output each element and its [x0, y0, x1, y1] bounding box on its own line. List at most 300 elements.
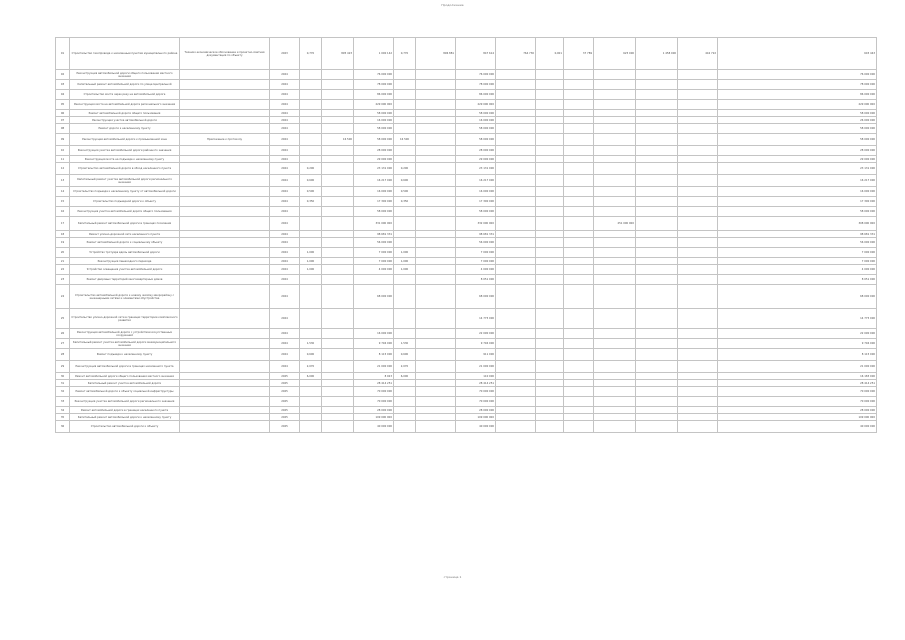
cell-a10 [678, 397, 718, 407]
cell-a10 [678, 285, 718, 309]
cell-a3 [416, 309, 456, 329]
cell-detail [180, 238, 270, 248]
table-row [56, 207, 877, 217]
cell-a7 [564, 258, 594, 265]
cell-a1 [322, 421, 354, 433]
cell-a3 [416, 373, 456, 380]
table-row [56, 414, 877, 421]
cell-a1 [322, 70, 354, 80]
cell-a2 [354, 275, 394, 285]
cell-q1 [300, 110, 322, 117]
cell-total: 40 000 000 [718, 421, 877, 433]
cell-q2 [394, 124, 416, 134]
cell-name: Реконструкция участка автомобильной дороги районного значения [70, 146, 180, 156]
cell-a4: 7 000 000 [456, 258, 496, 265]
cell-a4: 28 414 251 [456, 380, 496, 387]
cell-no: 09 [56, 134, 70, 146]
cell-year: 2024 [270, 285, 300, 309]
cell-a4: 98 681 331 [456, 231, 496, 238]
cell-a10 [678, 407, 718, 414]
cell-a5 [496, 124, 536, 134]
cell-total: 58 000 000 [718, 134, 877, 146]
cell-a5 [496, 238, 536, 248]
cell-a1 [322, 90, 354, 100]
cell-a7 [564, 70, 594, 80]
cell-q1 [300, 380, 322, 387]
cell-a9 [636, 329, 678, 339]
cell-name: Реконструкция моста на автомобильной дороге регионального значения [70, 100, 180, 110]
cell-a9 [636, 238, 678, 248]
cell-year: 2024 [270, 163, 300, 175]
cell-detail [180, 349, 270, 361]
cell-a10 [678, 175, 718, 187]
cell-year: 2024 [270, 175, 300, 187]
cell-no: 13 [56, 175, 70, 187]
cell-a8 [594, 329, 636, 339]
cell-a2: 7 000 000 [354, 248, 394, 258]
cell-a5 [496, 258, 536, 265]
table-row [56, 258, 877, 265]
cell-a6 [536, 146, 564, 156]
cell-detail [180, 207, 270, 217]
cell-q2 [394, 110, 416, 117]
cell-q2: 0,600 [394, 349, 416, 361]
cell-a9 [636, 397, 678, 407]
cell-a3 [416, 80, 456, 90]
cell-q2: 1,000 [394, 265, 416, 275]
cell-total: 78 000 000 [718, 80, 877, 90]
cell-a1 [322, 349, 354, 361]
cell-a3 [416, 238, 456, 248]
cell-q2 [394, 387, 416, 397]
cell-a6 [536, 285, 564, 309]
cell-name: Строительство подъездной дороги к объекту [70, 197, 180, 207]
cell-q1: 6,000 [300, 373, 322, 380]
cell-a3 [416, 248, 456, 258]
cell-detail [180, 248, 270, 258]
table-row [56, 373, 877, 380]
cell-total: 16 217 000 [718, 175, 877, 187]
cell-a8 [594, 146, 636, 156]
cell-a2: 76 000 000 [354, 70, 394, 80]
cell-a4: 68 000 000 [456, 285, 496, 309]
cell-q2: 0,350 [394, 197, 416, 207]
cell-a3 [416, 146, 456, 156]
cell-a8 [594, 80, 636, 90]
cell-a1 [322, 407, 354, 414]
cell-detail [180, 100, 270, 110]
cell-name: Реконструкция участка автомобильной дороги общего пользования [70, 207, 180, 217]
cell-a4: 109 000 000 [456, 414, 496, 421]
cell-a2: 16 000 000 [354, 117, 394, 124]
cell-detail [180, 187, 270, 197]
cell-a3 [416, 258, 456, 265]
cell-a8 [594, 124, 636, 134]
cell-a4: 56 000 000 [456, 238, 496, 248]
cell-a5 [496, 100, 536, 110]
cell-a2: 16 217 000 [354, 175, 394, 187]
cell-a2: 331 000 000 [354, 217, 394, 231]
cell-a9 [636, 90, 678, 100]
cell-a7 [564, 329, 594, 339]
cell-a3: 896 881 [416, 38, 456, 70]
cell-a6 [536, 265, 564, 275]
cell-q2 [394, 380, 416, 387]
cell-year: 2024 [270, 217, 300, 231]
cell-a4: 7 000 000 [456, 248, 496, 258]
cell-a5 [496, 407, 536, 414]
cell-a9 [636, 248, 678, 258]
cell-detail: Технико-экономическое обоснование и проектно-сметная документация по объекту [180, 38, 270, 70]
cell-q1 [300, 309, 322, 329]
cell-no: 31 [56, 380, 70, 387]
cell-q1 [300, 414, 322, 421]
table-row [56, 146, 877, 156]
cell-no: 23 [56, 275, 70, 285]
cell-no: 02 [56, 70, 70, 80]
cell-a8 [594, 187, 636, 197]
cell-q1 [300, 238, 322, 248]
cell-year: 2025 [270, 373, 300, 380]
cell-a7 [564, 156, 594, 163]
cell-a8 [594, 285, 636, 309]
cell-q1 [300, 275, 322, 285]
cell-a9 [636, 117, 678, 124]
cell-total: 29 000 000 [718, 156, 877, 163]
cell-name: Устройство тротуара вдоль автомобильной дороги [70, 248, 180, 258]
cell-q1 [300, 134, 322, 146]
cell-a9 [636, 163, 678, 175]
cell-detail [180, 265, 270, 275]
cell-a4: 332 000 000 [456, 217, 496, 231]
cell-a8 [594, 361, 636, 373]
cell-detail [180, 339, 270, 349]
cell-q2 [394, 231, 416, 238]
cell-a3 [416, 90, 456, 100]
cell-a9 [636, 231, 678, 238]
cell-a9 [636, 134, 678, 146]
cell-a7 [564, 175, 594, 187]
cell-year: 2024 [270, 231, 300, 238]
cell-no: 22 [56, 265, 70, 275]
cell-year: 2025 [270, 407, 300, 414]
cell-name: Ремонт подъезда к населенному пункту [70, 349, 180, 361]
cell-a9 [636, 373, 678, 380]
cell-no: 17 [56, 217, 70, 231]
cell-a4: 86 000 000 [456, 90, 496, 100]
cell-year: 2024 [270, 90, 300, 100]
cell-q2 [394, 421, 416, 433]
cell-a4: 21 000 000 [456, 361, 496, 373]
cell-total: 70 000 000 [718, 387, 877, 397]
cell-a6 [536, 361, 564, 373]
table-row [56, 380, 877, 387]
cell-a10 [678, 146, 718, 156]
table-row [56, 421, 877, 433]
cell-a9 [636, 421, 678, 433]
cell-total: 28 000 000 [718, 407, 877, 414]
cell-total: 14 775 000 [718, 309, 877, 329]
cell-q2: 0,200 [394, 163, 416, 175]
cell-year: 2024 [270, 248, 300, 258]
cell-a6 [536, 207, 564, 217]
cell-a8 [594, 387, 636, 397]
cell-a10 [678, 70, 718, 80]
cell-a9 [636, 187, 678, 197]
cell-detail [180, 361, 270, 373]
cell-a9 [636, 217, 678, 231]
cell-a1 [322, 387, 354, 397]
cell-a2: 70 000 000 [354, 397, 394, 407]
cell-a5 [496, 117, 536, 124]
cell-a3 [416, 397, 456, 407]
cell-a3 [416, 361, 456, 373]
cell-total: 70 000 000 [718, 397, 877, 407]
cell-name: Капитальный ремонт автомобильной дороги по улице Центральной [70, 80, 180, 90]
cell-no: 07 [56, 117, 70, 124]
cell-a9 [636, 407, 678, 414]
cell-a10 [678, 275, 718, 285]
cell-q1: 0,350 [300, 197, 322, 207]
cell-a3 [416, 217, 456, 231]
cell-a7 [564, 163, 594, 175]
table-row [56, 275, 877, 285]
cell-no: 27 [56, 339, 70, 349]
cell-name: Реконструкция пешеходного перехода [70, 258, 180, 265]
cell-a8 [594, 163, 636, 175]
cell-no: 16 [56, 207, 70, 217]
cell-q2 [394, 309, 416, 329]
cell-name: Капитальный ремонт участка автомобильной дороги межмуниципального значения [70, 339, 180, 349]
cell-a8 [594, 110, 636, 117]
cell-q2 [394, 407, 416, 414]
cell-a9 [636, 309, 678, 329]
cell-total: 28 414 251 [718, 380, 877, 387]
cell-total: 109 000 000 [718, 414, 877, 421]
cell-a9 [636, 80, 678, 90]
cell-a6 [536, 156, 564, 163]
cell-a9 [636, 197, 678, 207]
cell-total: 28 000 000 [718, 146, 877, 156]
cell-a7 [564, 285, 594, 309]
cell-a6 [536, 238, 564, 248]
cell-a2: 58 000 000 [354, 124, 394, 134]
cell-a1 [322, 146, 354, 156]
cell-year: 2024 [270, 238, 300, 248]
cell-q1: 0,770 [300, 38, 322, 70]
cell-a5 [496, 339, 536, 349]
cell-total: 9 794 000 [718, 339, 877, 349]
cell-a9 [636, 258, 678, 265]
cell-q1 [300, 70, 322, 80]
table-row [56, 397, 877, 407]
cell-a7 [564, 387, 594, 397]
cell-a3 [416, 349, 456, 361]
cell-q2 [394, 207, 416, 217]
cell-detail [180, 373, 270, 380]
cell-q1 [300, 231, 322, 238]
cell-a2: 58 000 000 [354, 110, 394, 117]
cell-q2: 16 500 [394, 134, 416, 146]
cell-year: 2024 [270, 265, 300, 275]
cell-no: 33 [56, 397, 70, 407]
cell-q1: 1,000 [300, 258, 322, 265]
cell-a1 [322, 258, 354, 265]
cell-a8 [594, 238, 636, 248]
cell-a2: 1 000 142 [354, 38, 394, 70]
cell-a4: 78 000 000 [456, 80, 496, 90]
table-row [56, 265, 877, 275]
cell-a3 [416, 414, 456, 421]
cell-a3 [416, 231, 456, 238]
cell-name: Строительство автомобильной дороги к объекту [70, 421, 180, 433]
cell-a3 [416, 163, 456, 175]
cell-a4: 29 000 000 [456, 156, 496, 163]
cell-no: 28 [56, 349, 70, 361]
cell-a3 [416, 285, 456, 309]
cell-year: 2024 [270, 309, 300, 329]
table-row [56, 38, 877, 70]
cell-a8 [594, 397, 636, 407]
cell-a8 [594, 309, 636, 329]
cell-year: 2024 [270, 197, 300, 207]
cell-a3 [416, 265, 456, 275]
cell-q2: 6,000 [394, 373, 416, 380]
cell-a7 [564, 117, 594, 124]
cell-a9 [636, 124, 678, 134]
cell-detail [180, 217, 270, 231]
cell-no: 24 [56, 285, 70, 309]
cell-q2 [394, 275, 416, 285]
cell-q2 [394, 90, 416, 100]
cell-a4: 40 000 000 [456, 421, 496, 433]
cell-a1 [322, 231, 354, 238]
cell-a2: 68 000 000 [354, 285, 394, 309]
cell-q2 [394, 217, 416, 231]
table-row [56, 285, 877, 309]
cell-a10 [678, 231, 718, 238]
table-row [56, 90, 877, 100]
cell-a6 [536, 134, 564, 146]
cell-q1: 2,070 [300, 361, 322, 373]
cell-a4: 4 000 000 [456, 265, 496, 275]
cell-a1 [322, 187, 354, 197]
table-row [56, 309, 877, 329]
cell-a1 [322, 80, 354, 90]
cell-detail [180, 421, 270, 433]
cell-no: 26 [56, 329, 70, 339]
cell-a1 [322, 414, 354, 421]
cell-a5 [496, 146, 536, 156]
cell-a10 [678, 163, 718, 175]
cell-q2 [394, 397, 416, 407]
cell-a6 [536, 110, 564, 117]
cell-a10 [678, 361, 718, 373]
data-table [55, 37, 877, 433]
table-row [56, 163, 877, 175]
cell-name: Реконструкция автомобильной дороги к промышленной зоне [70, 134, 180, 146]
cell-a8 [594, 197, 636, 207]
cell-detail [180, 80, 270, 90]
table-row [56, 407, 877, 414]
cell-a1: 895 423 [322, 38, 354, 70]
cell-a2: 16 000 000 [354, 187, 394, 197]
cell-a5 [496, 80, 536, 90]
cell-year: 2024 [270, 100, 300, 110]
cell-a6 [536, 163, 564, 175]
cell-q1 [300, 124, 322, 134]
cell-name: Капитальный ремонт участка автомобильной дороги регионального значения [70, 175, 180, 187]
cell-a1 [322, 156, 354, 163]
cell-total: 76 000 000 [718, 70, 877, 80]
cell-year: 2025 [270, 387, 300, 397]
table-row [56, 231, 877, 238]
cell-q1 [300, 90, 322, 100]
cell-q1 [300, 217, 322, 231]
cell-a8 [594, 231, 636, 238]
cell-a7 [564, 217, 594, 231]
cell-year: 2024 [270, 339, 300, 349]
cell-a4: 16 000 000 [456, 187, 496, 197]
cell-total: 308 000 000 [718, 217, 877, 231]
cell-a3 [416, 421, 456, 433]
cell-a10 [678, 207, 718, 217]
cell-a1 [322, 207, 354, 217]
cell-detail [180, 90, 270, 100]
cell-a1 [322, 275, 354, 285]
cell-a8 [594, 90, 636, 100]
cell-detail [180, 175, 270, 187]
cell-year: 2024 [270, 329, 300, 339]
cell-name: Ремонт автомобильной дороги к объекту социальной инфраструктуры [70, 387, 180, 397]
cell-a7 [564, 207, 594, 217]
cell-q2: 1,000 [394, 258, 416, 265]
cell-a7 [564, 146, 594, 156]
cell-name: Реконструкция моста на подъезде к населенному пункту [70, 156, 180, 163]
cell-q2: 0,500 [394, 187, 416, 197]
cell-a4: 58 000 000 [456, 110, 496, 117]
cell-q2: 0,770 [394, 38, 416, 70]
cell-name: Устройство освещения участка автомобильной дороги [70, 265, 180, 275]
cell-a10 [678, 329, 718, 339]
cell-a1: 16 500 [322, 134, 354, 146]
cell-a10 [678, 421, 718, 433]
cell-a4: 17 300 000 [456, 197, 496, 207]
cell-a4: 70 000 000 [456, 387, 496, 397]
cell-a6 [536, 248, 564, 258]
cell-a4: 9 794 000 [456, 339, 496, 349]
cell-a1 [322, 175, 354, 187]
table-row [56, 248, 877, 258]
cell-a4: 911 000 [456, 349, 496, 361]
cell-a8 [594, 373, 636, 380]
cell-no: 21 [56, 258, 70, 265]
cell-detail [180, 146, 270, 156]
cell-total: 56 000 000 [718, 238, 877, 248]
cell-a9 [636, 285, 678, 309]
cell-total: 58 000 000 [718, 207, 877, 217]
cell-name: Строительство моста через реку на автомобильной дороге [70, 90, 180, 100]
cell-a6 [536, 309, 564, 329]
cell-q1: 0,500 [300, 187, 322, 197]
cell-total: 23 131 000 [718, 163, 877, 175]
table-body [56, 38, 877, 433]
cell-no: 14 [56, 187, 70, 197]
cell-a4: 16 217 000 [456, 175, 496, 187]
cell-a6 [536, 414, 564, 421]
cell-a3 [416, 339, 456, 349]
cell-name: Строительство улично-дорожной сети в границах территории комплексного развития [70, 309, 180, 329]
